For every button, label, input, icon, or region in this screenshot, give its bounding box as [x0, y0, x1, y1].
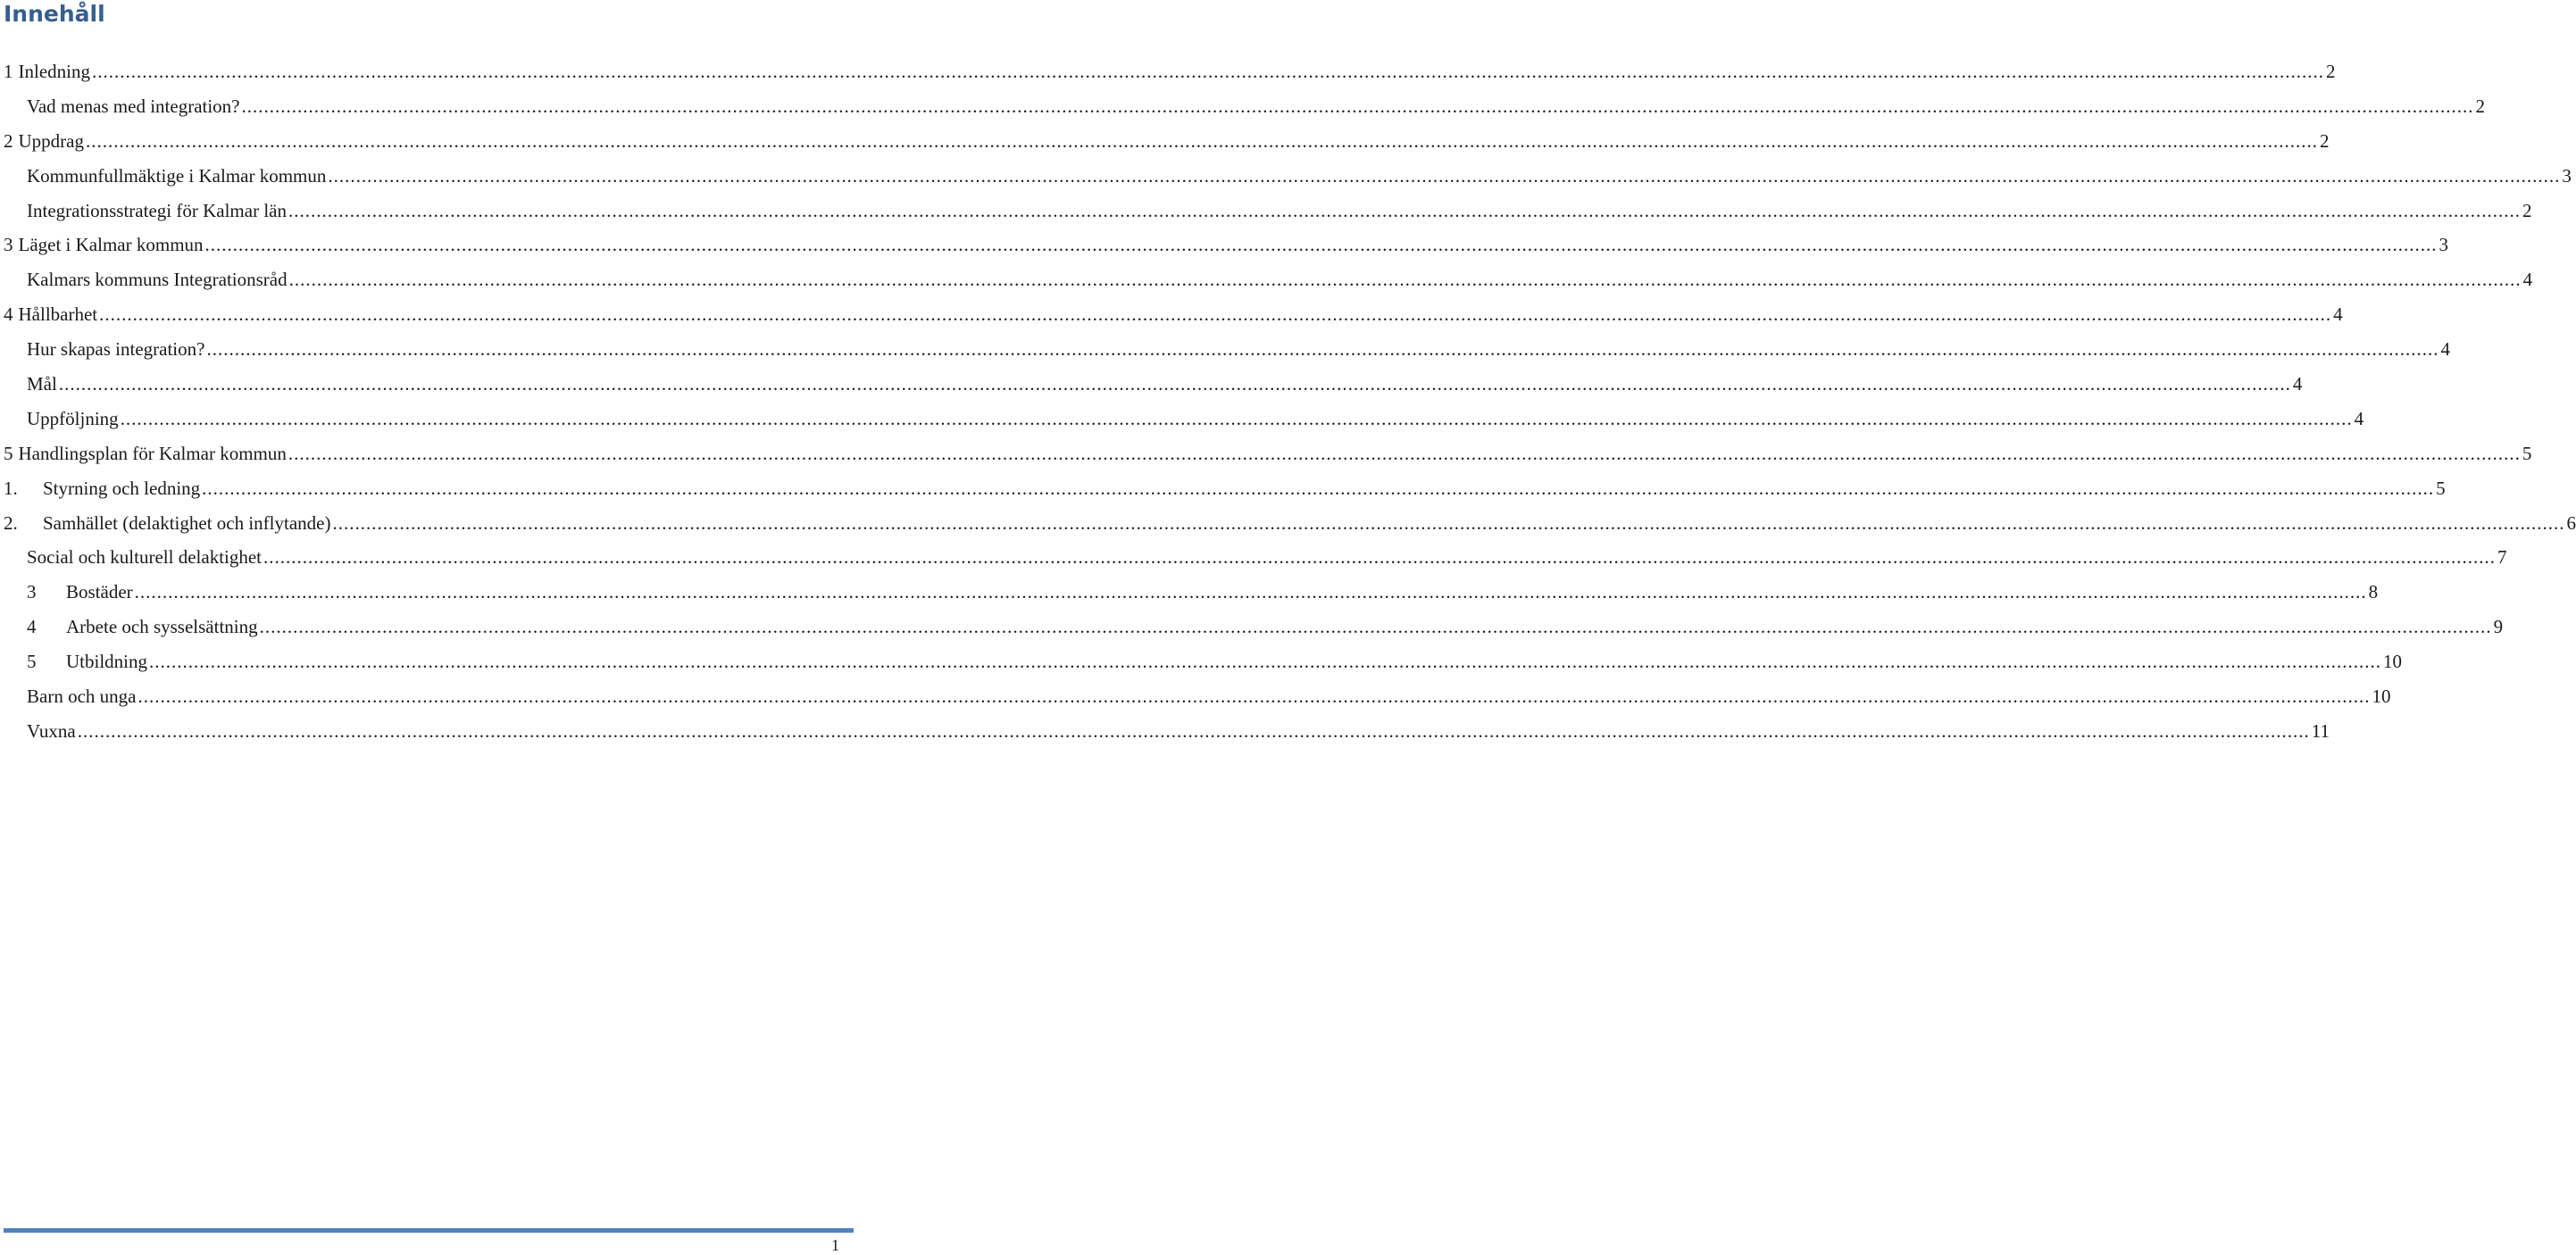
toc-entry-title: Inledning: [18, 61, 90, 82]
toc-entry-number: 3: [27, 581, 37, 603]
toc-entry-page: 9: [2493, 616, 2504, 638]
toc-entry[interactable]: [4, 402, 2364, 436]
toc-entry[interactable]: [4, 506, 2576, 541]
toc-entry-title: Styrning och ledning: [43, 477, 201, 499]
toc-entry-title: Barn och unga: [27, 686, 137, 708]
toc-entry-page: 5: [2522, 442, 2532, 464]
toc-entry-page: 10: [2372, 686, 2391, 708]
toc-entry[interactable]: [4, 89, 2486, 124]
toc-entry[interactable]: [4, 194, 2532, 229]
toc-entry-title: Uppdrag: [18, 129, 84, 152]
toc-entry-page: 4: [2333, 303, 2343, 326]
dot-leader: ................................................................................................................................................................................................................................................................................................................................................................................................................: [241, 95, 2474, 117]
toc-entry-title: Utbildning: [66, 651, 148, 673]
dot-leader: ................................................................................................................................................................................................................................................................................................................................................................................................................: [138, 686, 2371, 708]
toc-entry-title: Vad menas med integration?: [27, 95, 240, 117]
toc-entry-number: 3: [4, 234, 13, 256]
toc-entry-title: Hur skapas integration?: [27, 338, 205, 361]
toc-entry-title: Social och kulturell delaktighet: [27, 546, 263, 569]
dot-leader: ................................................................................................................................................................................................................................................................................................................................................................................................................: [77, 719, 2310, 742]
dot-leader: ................................................................................................................................................................................................................................................................................................................................................................................................................: [91, 61, 2324, 82]
toc-entry-page: 2: [2325, 61, 2336, 82]
toc-entry-title: Uppföljning: [27, 407, 119, 429]
toc-entry-title: Hållbarhet: [18, 303, 98, 326]
toc-entry[interactable]: [4, 644, 2403, 679]
toc-entry-title: Mål: [27, 373, 57, 395]
table-of-contents: [4, 54, 2576, 749]
toc-entry-number: 5: [4, 442, 13, 464]
dot-leader: ................................................................................................................................................................................................................................................................................................................................................................................................................: [328, 164, 2561, 187]
toc-entry-title: Kalmars kommuns Integrationsråd: [27, 269, 288, 291]
toc-entry-number: 4: [4, 303, 13, 326]
dot-leader: ................................................................................................................................................................................................................................................................................................................................................................................................................: [58, 373, 2291, 395]
toc-entry-number: 2.: [4, 511, 18, 534]
dot-leader: ................................................................................................................................................................................................................................................................................................................................................................................................................: [332, 511, 2565, 534]
toc-entry-page: 3: [2438, 234, 2449, 256]
toc-entry-page: 4: [2522, 269, 2533, 291]
toc-entry[interactable]: [4, 332, 2450, 367]
dot-leader: ................................................................................................................................................................................................................................................................................................................................................................................................................: [263, 546, 2497, 569]
dot-leader: ................................................................................................................................................................................................................................................................................................................................................................................................................: [259, 616, 2492, 638]
toc-entry-page: 2: [2522, 199, 2532, 221]
toc-entry-number: 4: [27, 616, 37, 638]
dot-leader: ................................................................................................................................................................................................................................................................................................................................................................................................................: [206, 338, 2439, 361]
toc-entry-page: 4: [2354, 407, 2364, 429]
dot-leader: ................................................................................................................................................................................................................................................................................................................................................................................................................: [120, 407, 2353, 429]
toc-entry[interactable]: [4, 228, 2449, 262]
page-title: Innehåll: [4, 1, 105, 27]
toc-entry-title: Vuxna: [27, 719, 76, 742]
toc-entry-page: 7: [2497, 546, 2507, 569]
dot-leader: ................................................................................................................................................................................................................................................................................................................................................................................................................: [134, 581, 2367, 603]
toc-entry-title: Läget i Kalmar kommun: [18, 234, 204, 256]
toc-entry-title: Samhället (delaktighet och inflytande): [43, 511, 331, 534]
toc-entry[interactable]: [4, 471, 2446, 506]
dot-leader: ................................................................................................................................................................................................................................................................................................................................................................................................................: [288, 199, 2521, 221]
toc-entry-page: 4: [2292, 373, 2303, 395]
toc-entry-page: 10: [2383, 651, 2403, 673]
toc-entry[interactable]: [4, 367, 2303, 402]
toc-entry-number: 5: [27, 651, 37, 673]
toc-entry-page: 2: [2475, 95, 2486, 117]
toc-entry[interactable]: [4, 262, 2533, 297]
toc-entry[interactable]: [4, 297, 2343, 332]
toc-entry-title: Handlingsplan för Kalmar kommun: [18, 442, 287, 464]
dot-leader: ................................................................................................................................................................................................................................................................................................................................................................................................................: [202, 477, 2435, 499]
toc-entry[interactable]: [4, 714, 2330, 749]
toc-entry-title: Kommunfullmäktige i Kalmar kommun: [27, 164, 327, 187]
toc-entry[interactable]: [4, 679, 2391, 714]
dot-leader: ................................................................................................................................................................................................................................................................................................................................................................................................................: [204, 234, 2438, 256]
toc-entry-page: 2: [2319, 129, 2330, 152]
toc-entry[interactable]: [4, 159, 2572, 194]
toc-entry[interactable]: [4, 54, 2336, 89]
footer-divider: [4, 1228, 854, 1233]
dot-leader: ................................................................................................................................................................................................................................................................................................................................................................................................................: [99, 303, 2332, 326]
toc-entry[interactable]: [4, 610, 2504, 644]
toc-entry-number: 1.: [4, 477, 18, 499]
toc-entry[interactable]: [4, 124, 2330, 159]
dot-leader: ................................................................................................................................................................................................................................................................................................................................................................................................................: [288, 269, 2522, 291]
dot-leader: ................................................................................................................................................................................................................................................................................................................................................................................................................: [85, 129, 2318, 152]
dot-leader: ................................................................................................................................................................................................................................................................................................................................................................................................................: [149, 651, 2382, 673]
toc-entry-page: 8: [2368, 581, 2379, 603]
toc-entry-number: 2: [4, 129, 13, 152]
toc-entry-number: 1: [4, 61, 13, 82]
toc-entry-title: Arbete och sysselsättning: [66, 616, 258, 638]
toc-entry-title: Integrationsstrategi för Kalmar län: [27, 199, 287, 221]
toc-entry-page: 3: [2562, 164, 2572, 187]
toc-entry[interactable]: [4, 540, 2507, 575]
toc-entry[interactable]: [4, 575, 2379, 610]
toc-entry-page: 4: [2440, 338, 2450, 361]
toc-entry[interactable]: [4, 436, 2532, 471]
dot-leader: ................................................................................................................................................................................................................................................................................................................................................................................................................: [288, 442, 2521, 464]
toc-entry-page: 6: [2566, 511, 2576, 534]
toc-entry-page: 11: [2311, 719, 2330, 742]
toc-entry-page: 5: [2436, 477, 2446, 499]
page-number: 1: [831, 1236, 839, 1254]
toc-entry-title: Bostäder: [66, 581, 133, 603]
